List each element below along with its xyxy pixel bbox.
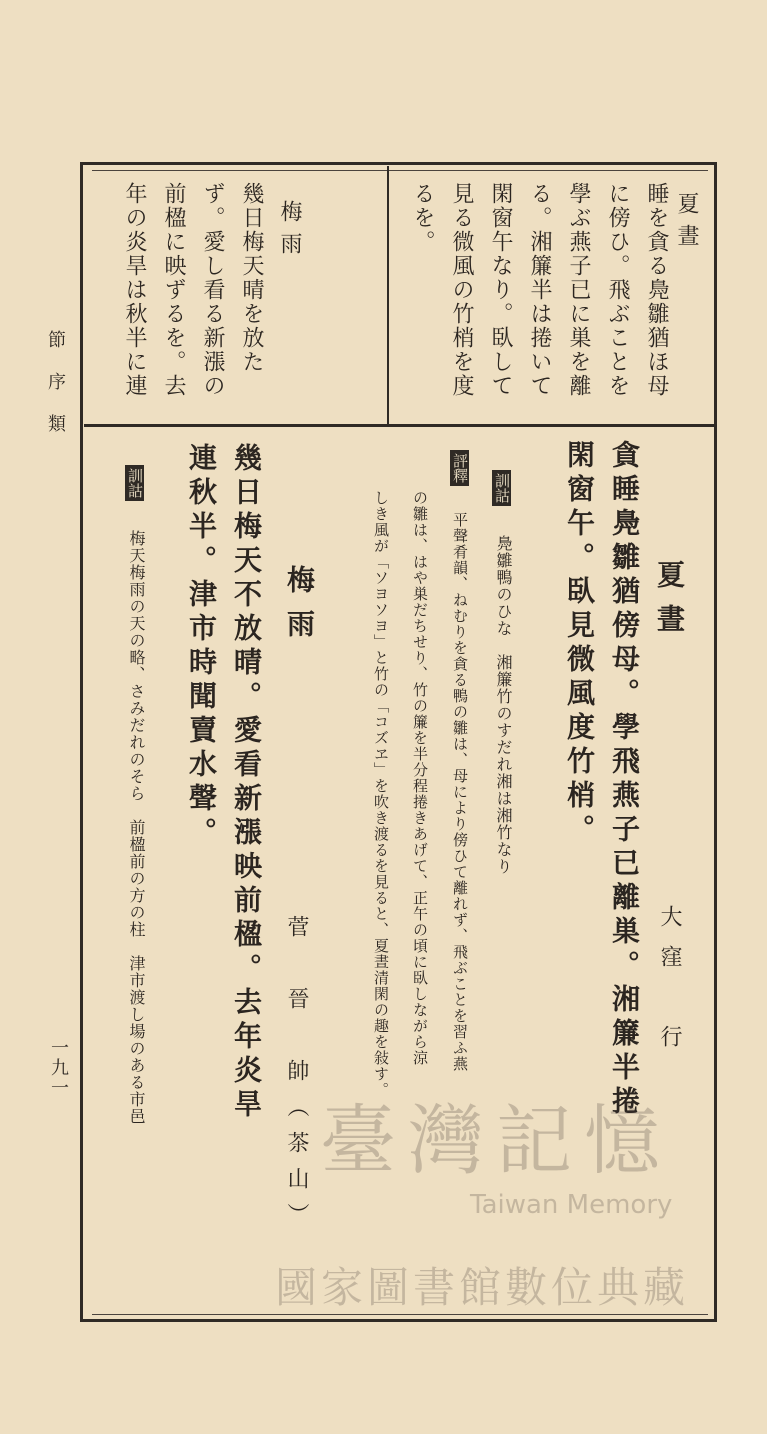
upper-right-line: るを。 — [410, 182, 435, 254]
upper-right-line: 見る微風の竹梢を度 — [449, 182, 474, 398]
poem2-line: 幾日梅天不放晴。愛看新漲映前楹。去年炎旱 — [230, 443, 263, 1123]
upper-left-line: 前楹に映ずるを。去 — [161, 182, 186, 398]
upper-left-title: 梅雨 — [277, 200, 302, 264]
upper-right-line: に傍ひ。飛ぶことを — [605, 182, 630, 398]
poem2-author: 菅 晉 帥（茶山） — [284, 915, 309, 1239]
upper-right-line: 閑窗午なり。臥して — [488, 182, 513, 398]
poem1-comment-line: しき風が「ソヨソヨ」と竹の「コズヱ」を吹き渡るを見ると、夏晝清閑の趣を敍す。 — [372, 490, 390, 1098]
poem2-title: 梅雨 — [283, 565, 316, 653]
upper-right-line: 睡を貪る鳧雛猶ほ母 — [644, 182, 669, 398]
poem2-note-label: 訓詁 — [125, 465, 144, 501]
page-number: 一九一 — [48, 1038, 69, 1098]
upper-left-line: 幾日梅天晴を放た — [239, 182, 264, 374]
upper-right-title: 夏晝 — [674, 192, 699, 256]
poem1-note-label: 訓詁 — [492, 470, 511, 506]
upper-right-line: 學ぶ燕子已に巣を離 — [566, 182, 591, 398]
upper-left-line: ず。愛し看る新漲の — [200, 182, 225, 398]
upper-right-line: る。湘簾半は捲いて — [527, 182, 552, 398]
section-title: 節序類 — [45, 330, 66, 456]
frame-divider-horizontal — [84, 424, 714, 427]
poem1-author: 大窪 行 — [657, 905, 682, 1065]
poem2-note: 梅天梅雨の天の略、さみだれのそら 前楹前の方の柱 津市渡し場のある市邑 — [127, 530, 146, 1125]
poem1-line: 貪睡鳧雛猶傍母。學飛燕子已離巣。湘簾半捲 — [608, 440, 641, 1120]
poem2-line: 連秋半。津市時聞賣水聲。 — [185, 443, 218, 851]
poem1-title: 夏晝 — [653, 560, 686, 648]
upper-left-line: 年の炎旱は秋半に連 — [122, 182, 147, 398]
frame-divider-vertical — [387, 166, 389, 424]
poem1-note: 鳧雛鴨のひな 湘簾竹のすだれ湘は湘竹なり — [494, 535, 513, 875]
watermark-library: 國家圖書館數位典藏 — [275, 1263, 690, 1312]
poem1-comment-line: の雛は、はや巣だちせり、竹の簾を半分程捲きあげて、正午の頃に臥しながら涼 — [411, 490, 429, 1066]
poem1-comment-label: 評釋 — [450, 450, 469, 486]
watermark-english: Taiwan Memory — [470, 1190, 673, 1220]
poem1-line: 閑窗午。臥見微風度竹梢。 — [563, 440, 596, 848]
watermark-chinese: 臺灣記憶 — [320, 1096, 672, 1185]
poem1-comment-line: 平聲肴韻、ねむりを貪る鴨の雛は、母により傍ひて離れず、飛ぶことを習ふ燕 — [451, 512, 469, 1072]
